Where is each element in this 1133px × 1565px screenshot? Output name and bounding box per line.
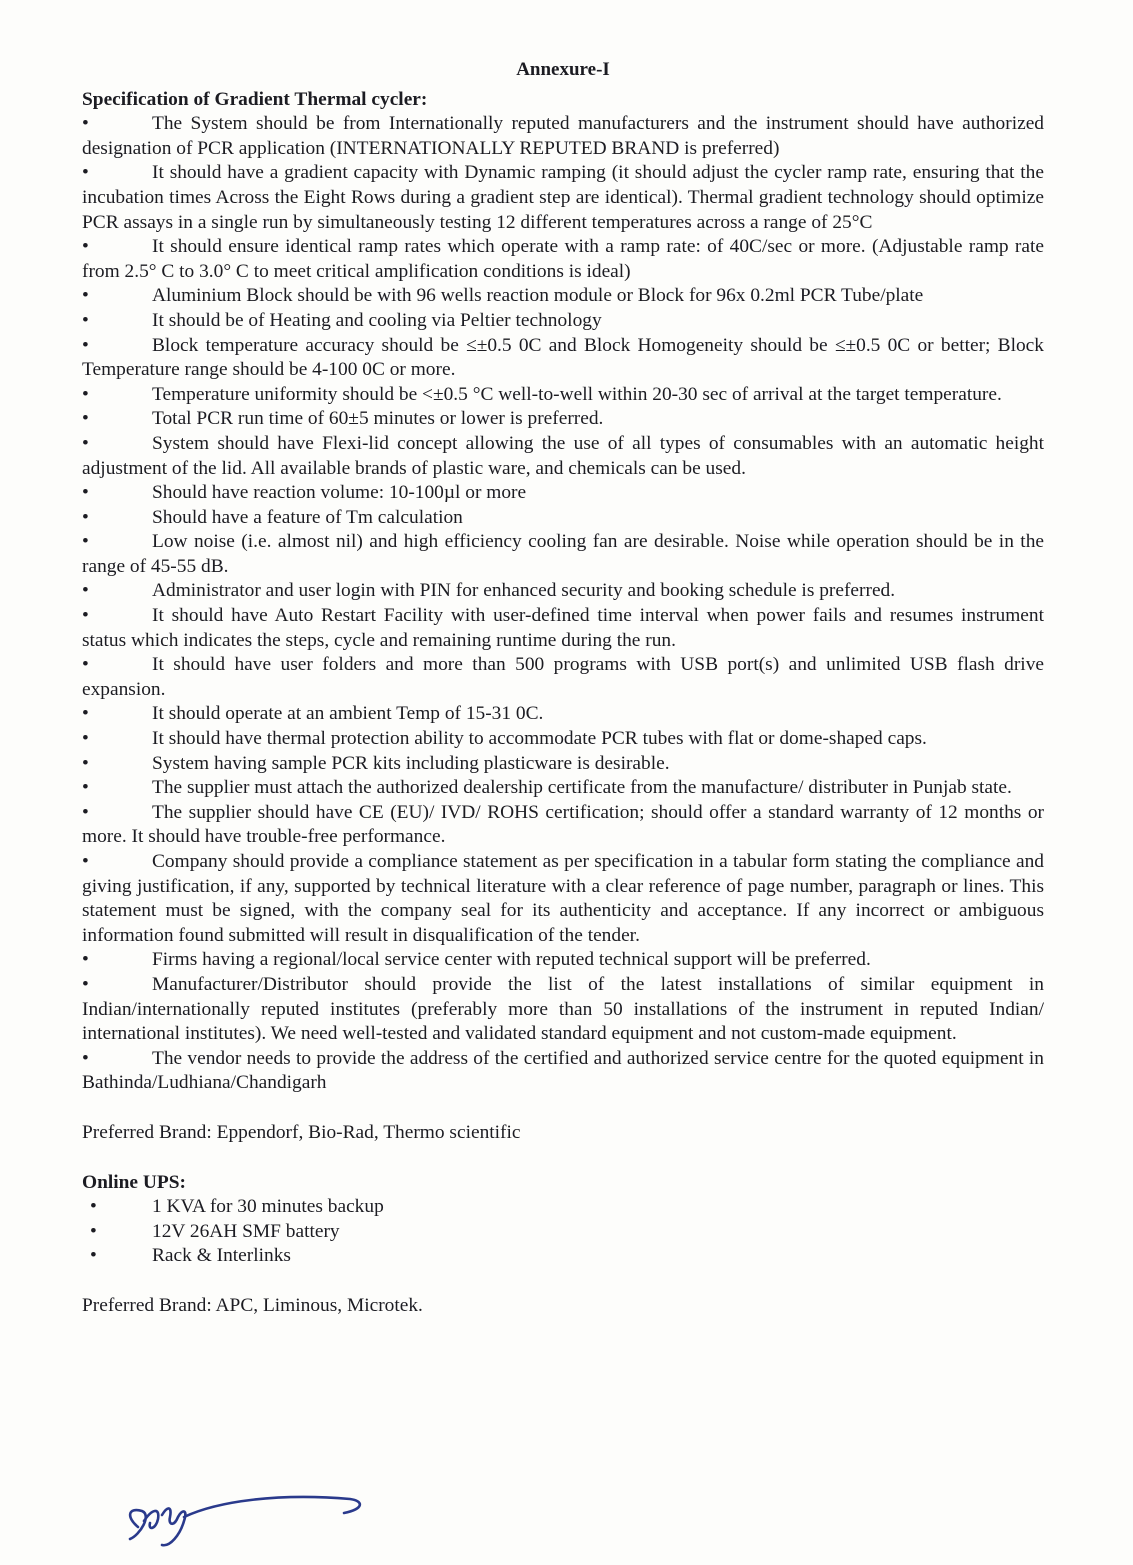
bullet-icon: •	[82, 334, 89, 356]
bullet-icon: •	[82, 752, 89, 774]
bullet-icon: •	[82, 654, 89, 676]
preferred-brand-pcr: Preferred Brand: Eppendorf, Bio-Rad, Thermo scientific	[82, 1121, 521, 1143]
list-item-text: Should have a feature of Tm calculation	[152, 506, 463, 528]
list-item	[82, 161, 1044, 235]
bullet-icon: •	[82, 531, 89, 553]
bullet-icon: •	[90, 1196, 97, 1218]
list-item-text: Temperature uniformity should be <±0.5 °C well-to-well within 20-30 sec of arrival at the target temperature.	[152, 383, 1002, 405]
list-item	[82, 1047, 1044, 1096]
list-item	[82, 481, 1044, 506]
bullet-icon: •	[82, 580, 89, 602]
list-item-text: The supplier must attach the authorized dealership certificate from the manufacture/ distributer in Punjab state.	[152, 777, 1012, 799]
list-item-text: Total PCR run time of 60±5 minutes or lower is preferred.	[152, 408, 604, 430]
list-item	[82, 309, 1044, 334]
section-heading: Specification of Gradient Thermal cycler:	[82, 88, 428, 110]
list-item	[82, 653, 1044, 702]
list-item-text: Low noise (i.e. almost nil) and high efficiency cooling fan are desirable. Noise while operation should be in the range of 45-55 dB.	[82, 531, 1044, 577]
list-item-text: Aluminium Block should be with 96 wells reaction module or Block for 96x 0.2ml PCR Tube/plate	[152, 285, 924, 307]
signature-image	[118, 1487, 368, 1557]
list-item-text: It should have user folders and more than 500 programs with USB port(s) and unlimited USB flash drive expansion.	[82, 654, 1044, 700]
list-item-text: It should ensure identical ramp rates which operate with a ramp rate: of 40C/sec or more. (Adjustable ramp rate from 2.5° C to 3.0° C to meet critical amplification conditions is ideal)	[82, 236, 1044, 282]
list-item	[82, 284, 1044, 309]
list-item	[82, 112, 1044, 161]
bullet-icon: •	[82, 113, 89, 135]
list-item-text: It should be of Heating and cooling via Peltier technology	[152, 309, 602, 331]
bullet-icon: •	[82, 285, 89, 307]
bullet-icon: •	[82, 1047, 89, 1069]
bullet-icon: •	[82, 383, 89, 405]
list-item-text: The supplier should have CE (EU)/ IVD/ ROHS certification; should offer a standard warranty of 12 months or more. It should have trouble-free performance.	[82, 801, 1044, 848]
bullet-icon: •	[82, 408, 89, 430]
list-item	[82, 530, 1044, 579]
bullet-icon: •	[82, 309, 89, 331]
list-item-text: It should have a gradient capacity with Dynamic ramping (it should adjust the cycler ramp rate, ensuring that the incubation times Across the Eight Rows during a gradient step are identical). Thermal gradient technology should optimize PCR assays in a single run by simultaneously testing 12 different temperatures across a range of 25°C	[82, 162, 1044, 233]
list-item-text: The System should be from Internationally reputed manufacturers and the instrument should have authorized designation of PCR application (INTERNATIONALLY REPUTED BRAND is preferred)	[82, 113, 1044, 159]
list-item	[82, 604, 1044, 653]
ups-list-item-text: 12V 26AH SMF battery	[152, 1220, 340, 1242]
list-item-text: It should have thermal protection ability to accommodate PCR tubes with flat or dome-shaped caps.	[152, 728, 927, 750]
list-item	[82, 579, 1044, 604]
document-page	[82, 58, 1044, 1319]
list-item-text: System having sample PCR kits including plasticware is desirable.	[152, 752, 670, 774]
list-item-text: It should operate at an ambient Temp of 15-31 0C.	[152, 703, 544, 725]
bullet-icon: •	[90, 1220, 97, 1242]
bullet-icon: •	[82, 777, 89, 799]
list-item	[82, 383, 1044, 408]
list-item-text: Should have reaction volume: 10-100µl or more	[152, 482, 527, 504]
list-item-text: Firms having a regional/local service center with reputed technical support will be preferred.	[152, 949, 871, 971]
list-item	[82, 752, 1044, 777]
list-item	[82, 432, 1044, 481]
document-title: Annexure-I	[516, 59, 610, 80]
specification-list	[82, 112, 1044, 1096]
ups-heading: Online UPS:	[82, 1171, 186, 1193]
preferred-brand-ups: Preferred Brand: APC, Liminous, Microtek.	[82, 1294, 423, 1316]
bullet-icon: •	[82, 506, 89, 528]
bullet-icon: •	[82, 728, 89, 750]
bullet-icon: •	[82, 236, 89, 258]
list-item-text: Administrator and user login with PIN for enhanced security and booking schedule is preferred.	[152, 580, 896, 602]
bullet-icon: •	[82, 851, 89, 872]
bullet-icon: •	[82, 605, 89, 627]
list-item-text: The vendor needs to provide the address of the certified and authorized service centre for the quoted equipment in Bathinda/Ludhiana/Chandigarh	[82, 1047, 1044, 1094]
bullet-icon: •	[82, 801, 89, 823]
list-item-text: System should have Flexi-lid concept allowing the use of all types of consumables with an automatic height adjustment of the lid. All available brands of plastic ware, and chemicals can be used.	[82, 432, 1044, 479]
ups-list	[82, 1195, 1044, 1269]
bullet-icon: •	[82, 432, 89, 454]
bullet-icon: •	[82, 703, 89, 725]
list-item-text: It should have Auto Restart Facility with user-defined time interval when power fails and resumes instrument status which indicates the steps, cycle and remaining runtime during the run.	[82, 605, 1044, 651]
bullet-icon: •	[82, 162, 89, 184]
list-item	[82, 948, 1044, 973]
list-item	[82, 727, 1044, 752]
bullet-icon: •	[82, 482, 89, 504]
list-item-text: Block temperature accuracy should be ≤±0.5 0C and Block Homogeneity should be ≤±0.5 0C or better; Block Temperature range should be 4-100 0C or more.	[82, 334, 1044, 381]
list-item	[82, 407, 1044, 432]
list-item	[82, 973, 1044, 1047]
list-item	[82, 850, 1044, 948]
list-item	[82, 776, 1044, 801]
list-item-text: Company should provide a compliance statement as per specification in a tabular form stating the compliance and giving justification, if any, supported by technical literature with a clear reference of page number, paragraph or lines. This statement must be signed, with the company seal for its authenticity and acceptance. If any incorrect or ambiguous information found submitted will result in disqualification of the tender.	[82, 851, 1044, 946]
list-item	[82, 506, 1044, 531]
list-item	[82, 235, 1044, 284]
ups-list-item-text: 1 KVA for 30 minutes backup	[152, 1196, 384, 1218]
bullet-icon: •	[82, 973, 89, 995]
list-item	[82, 801, 1044, 850]
ups-list-item	[82, 1244, 1044, 1269]
bullet-icon: •	[82, 949, 89, 971]
list-item	[82, 702, 1044, 727]
ups-list-item-text: Rack & Interlinks	[152, 1245, 291, 1267]
ups-list-item	[82, 1195, 1044, 1220]
ups-list-item	[82, 1220, 1044, 1245]
list-item	[82, 334, 1044, 383]
list-item-text: Manufacturer/Distributor should provide the list of the latest installations of similar equipment in Indian/internationally reputed institutes (preferably more than 50 installations of the instrument in reputed Indian/ international institutes). We need well-tested and validated standard equipment and not custom-made equipment.	[82, 973, 1044, 1045]
bullet-icon: •	[90, 1245, 97, 1267]
